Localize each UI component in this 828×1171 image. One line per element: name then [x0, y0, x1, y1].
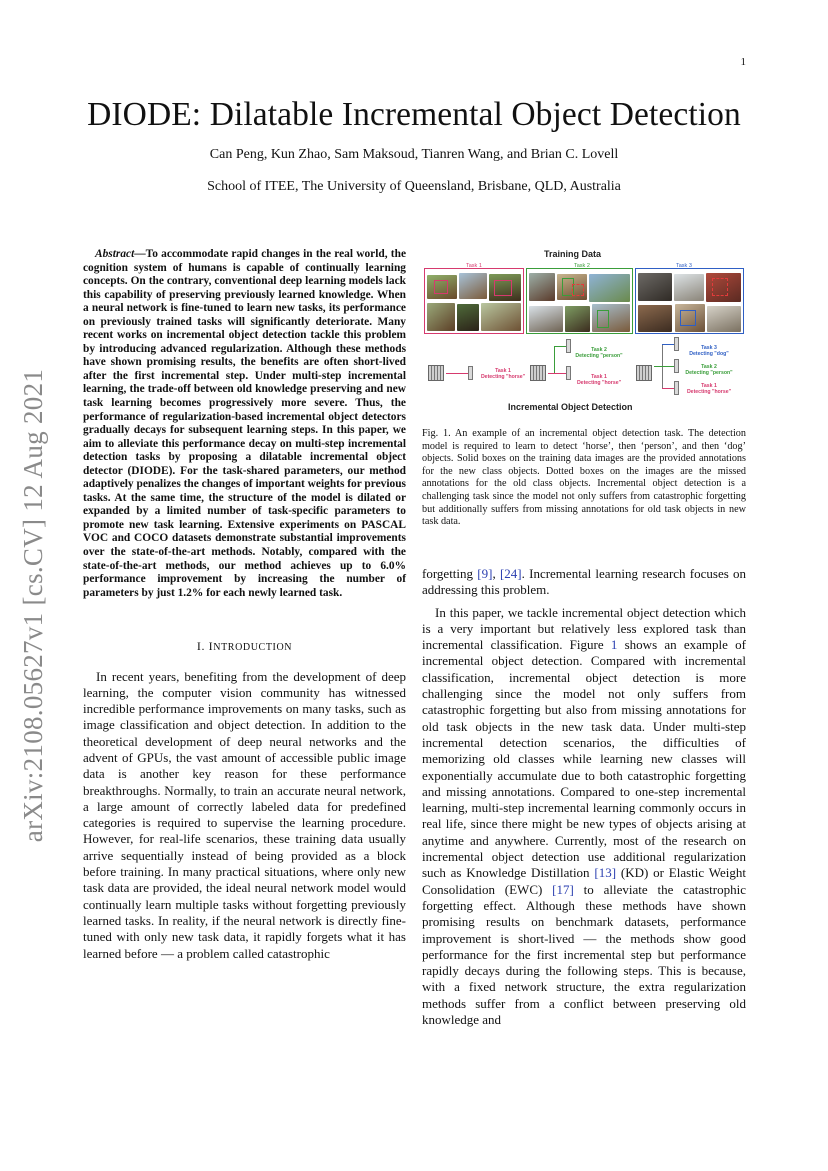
det-target: Detecting "horse"	[686, 389, 732, 395]
det-task: Task 1	[701, 383, 717, 389]
right-paragraph-2	[422, 605, 746, 1029]
training-image	[529, 306, 563, 332]
section-heading-introduction	[83, 638, 406, 656]
right-paragraph-1	[422, 566, 746, 599]
det-task: Task 2	[591, 347, 607, 353]
annotation-box	[494, 280, 512, 296]
text: forgetting	[422, 566, 478, 581]
arrow-icon	[548, 373, 566, 374]
det-task: Task 2	[701, 364, 717, 370]
task2-label: Task 2	[574, 263, 590, 269]
training-image	[481, 303, 521, 331]
det-task: Task 1	[591, 374, 607, 380]
abstract-lead: Abstract	[95, 248, 135, 260]
text: ,	[492, 566, 500, 581]
det-target: Detecting "person"	[685, 370, 733, 376]
task1-label: Task 1	[466, 263, 482, 269]
task3-label: Task 3	[676, 263, 692, 269]
training-image	[638, 305, 672, 332]
intro-paragraph-1: In recent years, benefiting from the development of deep learning, the computer vision community has witnessed incredible performance improvements on many tasks, such as image classification and object detection. In addition to the theoretical development of deep neural networks and the advent of GPUs, the vast amount of accessible public image data is another key reason for these performance breakthroughs. Normally, to train an accurate neural network, a large amount of correctly labeled data for predefined categories is required to supervise the learning procedure. However, for real-life scenarios, these training data usually arrive sequentially instead of being provided as a block before training. In many practical situations, where only new task data are provided, the ideal neural network model would continually learn multiple tasks without forgetting previously learned tasks. In reality, if the neural network is directly fine-tuned with only new task data, it rapidly forgets what it has learned before — a problem called catastrophic	[83, 668, 406, 961]
figure-1	[422, 248, 746, 416]
figure-top-title: Training Data	[544, 249, 602, 259]
det-target: Detecting "horse"	[480, 374, 526, 380]
backbone-network-icon	[636, 365, 652, 381]
training-image	[427, 303, 455, 331]
training-image	[529, 273, 555, 301]
step2-task2-label	[570, 347, 628, 359]
figure-ref-link[interactable]: 1	[610, 637, 618, 653]
arrow-icon	[654, 366, 674, 367]
authors: Can Peng, Kun Zhao, Sam Maksoud, Tianren Wang, and Brian C. Lovell	[209, 147, 619, 162]
section-title-rest: NTRODUCTION	[213, 642, 293, 654]
figure-caption: Fig. 1. An example of an incremental object detection task. The detection model is required to learn to detect ‘horse’, then ‘person’, and then ‘dog’ objects. Solid boxes on the training data images are the provided annotations for the new class objects. Dotted boxes on the images are the missed annotations for the old class objects. Incremental object detection is a challenging task since the model not only suffers from catastrophic forgetting but additionally suffers from missing annotations for old task objects in new task data.	[422, 428, 746, 528]
abstract-body: —To accommodate rapid changes in the real world, the cognition system of humans is capable of continually learning concepts. On the contrary, conventional deep learning models lack this capability of preserving previously learned knowledge. When a neural network is fine-tuned to learn new tasks, its performance on previously trained tasks will significantly deteriorate. Many recent works on incremental object detection tackle this problem by introducing advanced regularization. Although these methods have shown promising results, the benefits are often short-lived after the first incremental step. Under multi-step incremental learning, the trade-off between old knowledge preserving and new task learning becomes progressively more severe. Thus, the performance of regularization-based incremental object detectors gradually decays for subsequent learning steps. In this paper, we aim to alleviate this performance decay on multi-step incremental detection tasks by proposing a dilatable incremental object detector (DIODE). For the task-shared parameters, our method adaptively penalizes the changes of important weights for previous tasks. At the same time, the structure of the model is dilated or expanded by a limited number of task-specific parameters to promote new task learning. Extensive experiments on PASCAL VOC and COCO datasets demonstrate substantial improvements over the state-of-the-art methods. Notably, compared with the state-of-the-art methods, our method achieves up to 6.0% performance improvement by increasing the number of parameters by just 1.2% for each newly learned task.	[83, 248, 406, 599]
step3-task2-label	[678, 364, 740, 376]
affiliation: School of ITEE, The University of Queensland, Brisbane, QLD, Australia	[207, 179, 621, 194]
arrow-icon	[662, 388, 674, 389]
arxiv-stamp	[14, 355, 54, 855]
training-image	[707, 306, 741, 332]
det-target: Detecting "person"	[575, 353, 623, 359]
annotation-box	[597, 310, 609, 328]
arrow-icon	[446, 373, 468, 374]
training-image	[674, 274, 704, 301]
training-image	[638, 273, 672, 301]
arrow-icon	[662, 344, 674, 345]
abstract	[83, 248, 406, 600]
citation-link[interactable]: [9]	[477, 566, 493, 581]
figure-bottom-title: Incremental Object Detection	[508, 402, 633, 412]
step1-task1-label	[474, 368, 532, 380]
training-image	[589, 274, 630, 302]
backbone-network-icon	[428, 365, 444, 381]
backbone-network-icon	[530, 365, 546, 381]
training-image	[457, 304, 479, 331]
arxiv-id: arXiv:2108.05627v1 [cs.CV] 12 Aug 2021	[18, 368, 49, 842]
missed-annotation-box	[572, 284, 584, 296]
left-column	[83, 248, 406, 962]
text: shows an example of incremental object detection. Compared with incremental classification, incremental object detection is more challenging since the model not only suffers from catastrophic forgetting but also from missing annotations for old task objects in the new task data. Under multi-step incremental detection scenarios, the difficulties of memorizing old classes while learning new classes will exponentially accumulate due to both catastrophic forgetting and missing annotations. Compared to one-step incremental learning, multi-step incremental learning commonly occurs in real life, since there might be new types of objects arising at anytime and anywhere. Currently, most of the research on incremental object detection use additional regularization such as Knowledge Distillation	[422, 637, 746, 881]
arrow-icon	[554, 346, 555, 374]
step2-task1-label	[570, 374, 628, 386]
task-head-icon	[468, 366, 473, 380]
det-target: Detecting "dog"	[689, 351, 729, 357]
annotation-box	[434, 280, 448, 294]
step3-task3-label	[678, 345, 740, 357]
paper-title: DIODE: Dilatable Incremental Object Detection	[87, 96, 741, 133]
training-image	[459, 273, 487, 299]
right-column	[422, 566, 746, 1028]
section-number: I.	[196, 639, 209, 654]
det-task: Task 3	[701, 345, 717, 351]
text: to alleviate the catastrophic forgetting effect. Although these methods have shown promising results on benchmark datasets, performance improvement is short-lived — the methods show good performance for the first incremental step but performance rapidly decays during the following steps. This is because, with a fixed network structure, the extra regularization methods suffer from a conflict between preserving old knowledge and	[422, 881, 746, 1028]
arrow-icon	[554, 346, 566, 347]
det-task: Task 1	[495, 368, 511, 374]
text: (KD) or Elastic Weight Consolidation (EWC)	[422, 865, 746, 897]
training-image	[565, 306, 590, 332]
det-target: Detecting "horse"	[576, 380, 622, 386]
missed-annotation-box	[712, 278, 728, 296]
citation-link[interactable]: [17]	[552, 881, 574, 897]
text: In this paper, we tackle incremental object detection which is a very important but relatively less explored task than incremental classification. Figure	[422, 604, 746, 653]
section-first-letter: I	[208, 639, 214, 654]
page-number: 1	[740, 56, 746, 68]
step3-task1-label	[678, 383, 740, 395]
citation-link[interactable]: [13]	[594, 865, 617, 881]
annotation-box	[680, 310, 696, 326]
citation-link[interactable]: [24]	[499, 566, 522, 581]
text: . Incremental learning research focuses on addressing this problem.	[422, 566, 747, 598]
